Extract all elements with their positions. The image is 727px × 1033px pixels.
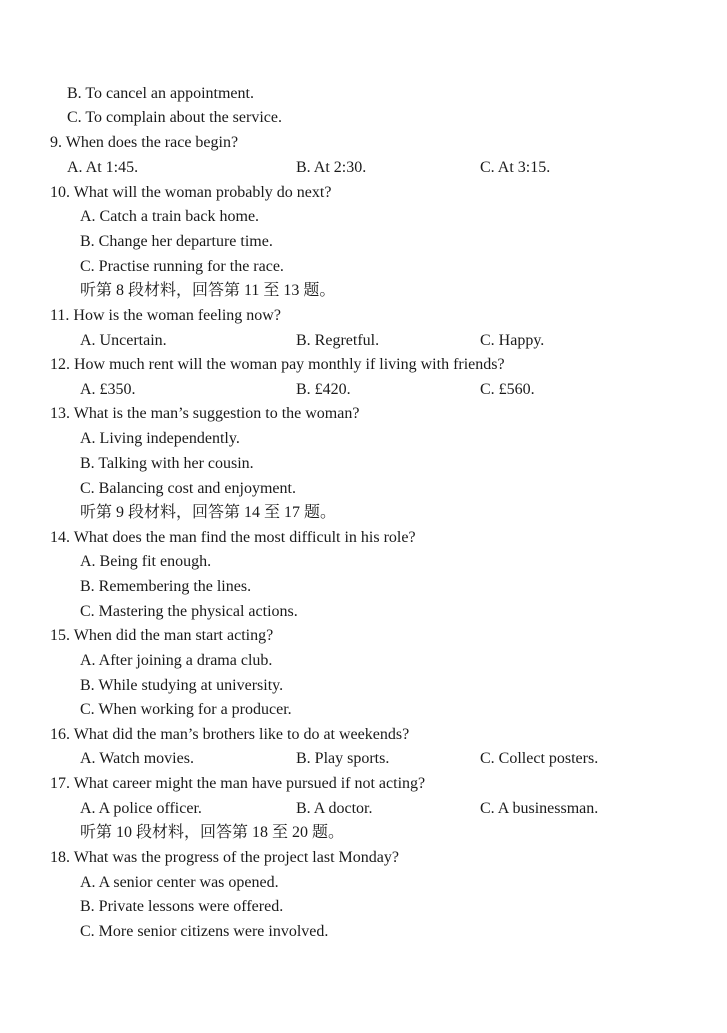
option-12c: C. £560. (480, 381, 535, 398)
option-13a: A. Living independently. (80, 430, 240, 447)
option-18b: B. Private lessons were offered. (80, 898, 284, 915)
option-13b: B. Talking with her cousin. (80, 455, 254, 472)
question-11: 11. How is the woman feeling now? (50, 307, 281, 324)
option-16c: C. Collect posters. (480, 750, 599, 767)
option-18a: A. A senior center was opened. (80, 874, 279, 891)
option-10b: B. Change her departure time. (80, 233, 273, 250)
option-17a: A. A police officer. (80, 800, 202, 817)
option-16b: B. Play sports. (296, 750, 390, 767)
question-13: 13. What is the man’s suggestion to the woman? (50, 405, 360, 422)
option-11b: B. Regretful. (296, 332, 380, 349)
option-9b: B. At 2:30. (296, 159, 367, 176)
question-14: 14. What does the man find the most difficult in his role? (50, 529, 416, 546)
option-9a: A. At 1:45. (67, 159, 139, 176)
option-11a: A. Uncertain. (80, 332, 167, 349)
option-10c: C. Practise running for the race. (80, 258, 284, 275)
section-instruction-10: 听第 10 段材料，回答第 18 至 20 题。 (80, 824, 345, 841)
option-17b: B. A doctor. (296, 800, 373, 817)
option-15c: C. When working for a producer. (80, 701, 292, 718)
option-11c: C. Happy. (480, 332, 545, 349)
question-16: 16. What did the man’s brothers like to do at weekends? (50, 726, 410, 743)
option-13c: C. Balancing cost and enjoyment. (80, 480, 296, 497)
option-12a: A. £350. (80, 381, 136, 398)
option-9c: C. At 3:15. (480, 159, 551, 176)
question-15: 15. When did the man start acting? (50, 627, 274, 644)
option-18c: C. More senior citizens were involved. (80, 923, 329, 940)
option-17c: C. A businessman. (480, 800, 599, 817)
question-10: 10. What will the woman probably do next? (50, 184, 332, 201)
option-14a: A. Being fit enough. (80, 553, 212, 570)
option-14c: C. Mastering the physical actions. (80, 603, 298, 620)
question-18: 18. What was the progress of the project last Monday? (50, 849, 399, 866)
question-12: 12. How much rent will the woman pay monthly if living with friends? (50, 356, 505, 373)
option-14b: B. Remembering the lines. (80, 578, 252, 595)
option-15b: B. While studying at university. (80, 677, 284, 694)
option-8c: C. To complain about the service. (67, 109, 282, 126)
section-instruction-8: 听第 8 段材料，回答第 11 至 13 题。 (80, 282, 336, 299)
section-instruction-9: 听第 9 段材料，回答第 14 至 17 题。 (80, 504, 337, 521)
option-8b: B. To cancel an appointment. (67, 85, 254, 102)
option-10a: A. Catch a train back home. (80, 208, 260, 225)
option-12b: B. £420. (296, 381, 351, 398)
question-17: 17. What career might the man have pursued if not acting? (50, 775, 426, 792)
option-15a: A. After joining a drama club. (80, 652, 273, 669)
option-16a: A. Watch movies. (80, 750, 194, 767)
question-9: 9. When does the race begin? (50, 134, 239, 151)
